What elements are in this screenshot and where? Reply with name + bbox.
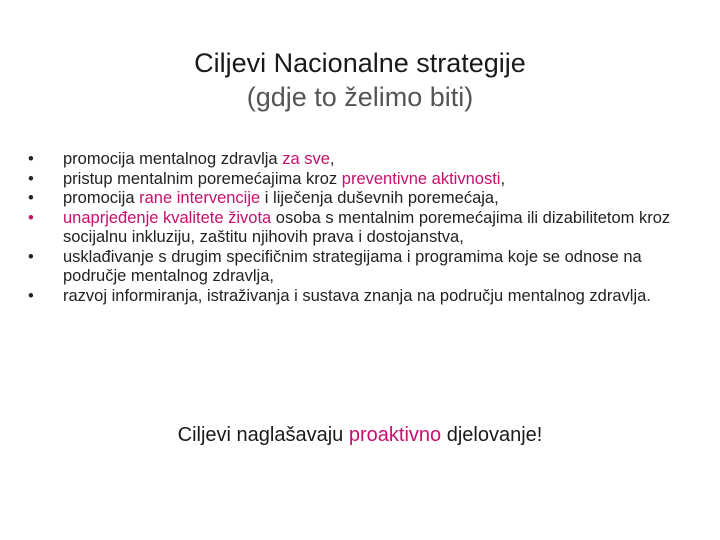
list-item bbox=[28, 287, 678, 307]
conclusion-text bbox=[0, 422, 720, 448]
item-text-end: , bbox=[329, 150, 335, 168]
title-main: Ciljevi Nacionalne strategije bbox=[194, 48, 526, 78]
list-item bbox=[28, 209, 678, 248]
bullet-icon: • bbox=[28, 169, 34, 188]
item-text: promocija bbox=[63, 189, 140, 207]
item-text: promocija mentalnog zdravlja bbox=[63, 150, 283, 168]
conclusion-end: djelovanje! bbox=[441, 424, 543, 446]
item-text-end: i liječenja duševnih poremećaja, bbox=[260, 189, 499, 207]
item-highlight: rane intervencije bbox=[139, 189, 261, 207]
item-text-end: osoba s mentalnim poremećajima ili dizabilitetom kroz socijalnu inkluziju, zaštitu njihovih prava i dostojanstva, bbox=[63, 208, 671, 246]
item-highlight: preventivne aktivnosti bbox=[341, 169, 501, 188]
bullet-icon: • bbox=[28, 208, 34, 227]
bullet-icon: • bbox=[28, 247, 34, 266]
item-text: razvoj informiranja, istraživanja i sustava znanja na području mentalnog zdravlja. bbox=[63, 286, 651, 305]
goals-list bbox=[28, 150, 678, 306]
list-item bbox=[28, 170, 678, 190]
conclusion-start: Ciljevi naglašavaju bbox=[177, 424, 349, 446]
list-item bbox=[28, 248, 678, 287]
title-subtitle: (gdje to želimo biti) bbox=[246, 82, 474, 112]
slide-title bbox=[0, 46, 720, 114]
bullet-icon: • bbox=[28, 286, 34, 305]
list-item bbox=[28, 189, 678, 209]
bullet-icon: • bbox=[28, 189, 34, 207]
list-item bbox=[28, 150, 678, 170]
item-highlight: unaprjeđenje kvalitete života bbox=[63, 208, 272, 227]
item-highlight: za sve bbox=[282, 150, 330, 168]
item-text: pristup mentalnim poremećajima kroz bbox=[63, 169, 342, 188]
bullet-icon: • bbox=[28, 150, 34, 168]
item-text: usklađivanje s drugim specifičnim strategijama i programima koje se odnose na područje mentalnog zdravlja, bbox=[63, 247, 642, 285]
conclusion-highlight: proaktivno bbox=[348, 424, 442, 446]
item-text-end: , bbox=[500, 169, 506, 188]
